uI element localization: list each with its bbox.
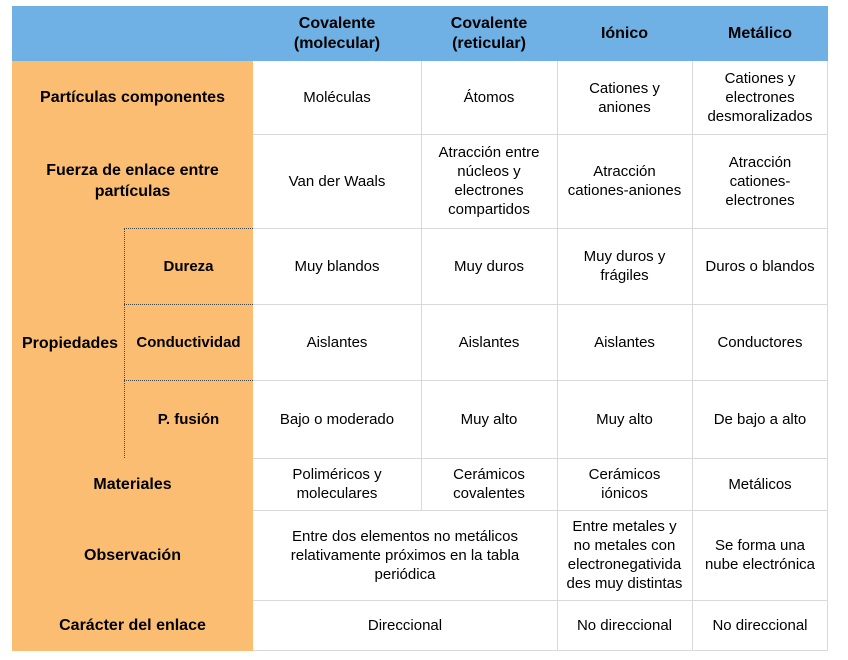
grid-line [253, 650, 828, 651]
cell-fusion-molecular: Bajo o moderado [253, 380, 421, 458]
cell-particulas-ionico: Cationes y aniones [557, 61, 692, 134]
grid-line [253, 380, 828, 381]
cell-particulas-molecular: Moléculas [253, 61, 421, 134]
cell-conductividad-molecular: Aislantes [253, 304, 421, 380]
cell-fuerza-metalico: Atracción cationes- electrones [692, 134, 828, 228]
cell-fuerza-ionico: Atracción cationes-aniones [557, 134, 692, 228]
propiedades-bracket-line [124, 228, 125, 458]
grid-line [692, 61, 693, 651]
header-blank [12, 6, 253, 61]
grid-line [253, 510, 828, 511]
row-label-materiales: Materiales [12, 458, 253, 510]
header-covalente-reticular: Covalente (reticular) [421, 6, 557, 61]
cell-fusion-reticular: Muy alto [421, 380, 557, 458]
cell-observacion-ionico: Entre metales y no metales con electronegativida des muy distintas [557, 510, 692, 600]
cell-caracter-ionico: No direccional [557, 600, 692, 651]
cell-conductividad-ionico: Aislantes [557, 304, 692, 380]
header-ionico: Iónico [557, 6, 692, 61]
grid-line [253, 304, 828, 305]
header-covalente-molecular: Covalente (molecular) [253, 6, 421, 61]
propiedades-bracket-line [124, 228, 253, 229]
propiedades-bracket-line [124, 380, 253, 381]
grid-line [253, 228, 828, 229]
cell-fusion-ionico: Muy alto [557, 380, 692, 458]
cell-dureza-ionico: Muy duros y frágiles [557, 228, 692, 304]
cell-particulas-metalico: Cationes y electrones desmoralizados [692, 61, 828, 134]
subrow-label-dureza: Dureza [124, 228, 253, 304]
subrow-label-conductividad: Conductividad [124, 304, 253, 380]
cell-observacion-covalente: Entre dos elementos no metálicos relativamente próximos en la tabla periódica [253, 510, 557, 600]
row-label-particulas: Partículas componentes [12, 61, 253, 134]
cell-particulas-reticular: Átomos [421, 61, 557, 134]
grid-line [421, 61, 422, 510]
cell-conductividad-metalico: Conductores [692, 304, 828, 380]
cell-caracter-metalico: No direccional [692, 600, 828, 651]
grid-line [827, 61, 828, 651]
cell-observacion-metalico: Se forma una nube electrónica [692, 510, 828, 600]
cell-materiales-metalico: Metálicos [692, 458, 828, 510]
cell-materiales-ionico: Cerámicos iónicos [557, 458, 692, 510]
cell-fusion-metalico: De bajo a alto [692, 380, 828, 458]
cell-conductividad-reticular: Aislantes [421, 304, 557, 380]
grid-line [557, 61, 558, 651]
cell-dureza-metalico: Duros o blandos [692, 228, 828, 304]
cell-dureza-molecular: Muy blandos [253, 228, 421, 304]
cell-fuerza-molecular: Van der Waals [253, 134, 421, 228]
bonding-table [12, 6, 828, 651]
row-label-propiedades: Propiedades [12, 228, 124, 458]
row-label-observacion: Observación [12, 510, 253, 600]
header-metalico: Metálico [692, 6, 828, 61]
row-label-fuerza: Fuerza de enlace entre partículas [12, 134, 253, 228]
cell-materiales-reticular: Cerámicos covalentes [421, 458, 557, 510]
grid-line [253, 458, 828, 459]
cell-caracter-covalente: Direccional [253, 600, 557, 651]
propiedades-bracket-line [124, 304, 253, 305]
row-label-caracter: Carácter del enlace [12, 600, 253, 651]
cell-fuerza-reticular: Atracción entre núcleos y electrones compartidos [421, 134, 557, 228]
cell-dureza-reticular: Muy duros [421, 228, 557, 304]
cell-materiales-molecular: Poliméricos y moleculares [253, 458, 421, 510]
grid-line [253, 134, 828, 135]
grid-line [253, 600, 828, 601]
subrow-label-fusion: P. fusión [124, 380, 253, 458]
